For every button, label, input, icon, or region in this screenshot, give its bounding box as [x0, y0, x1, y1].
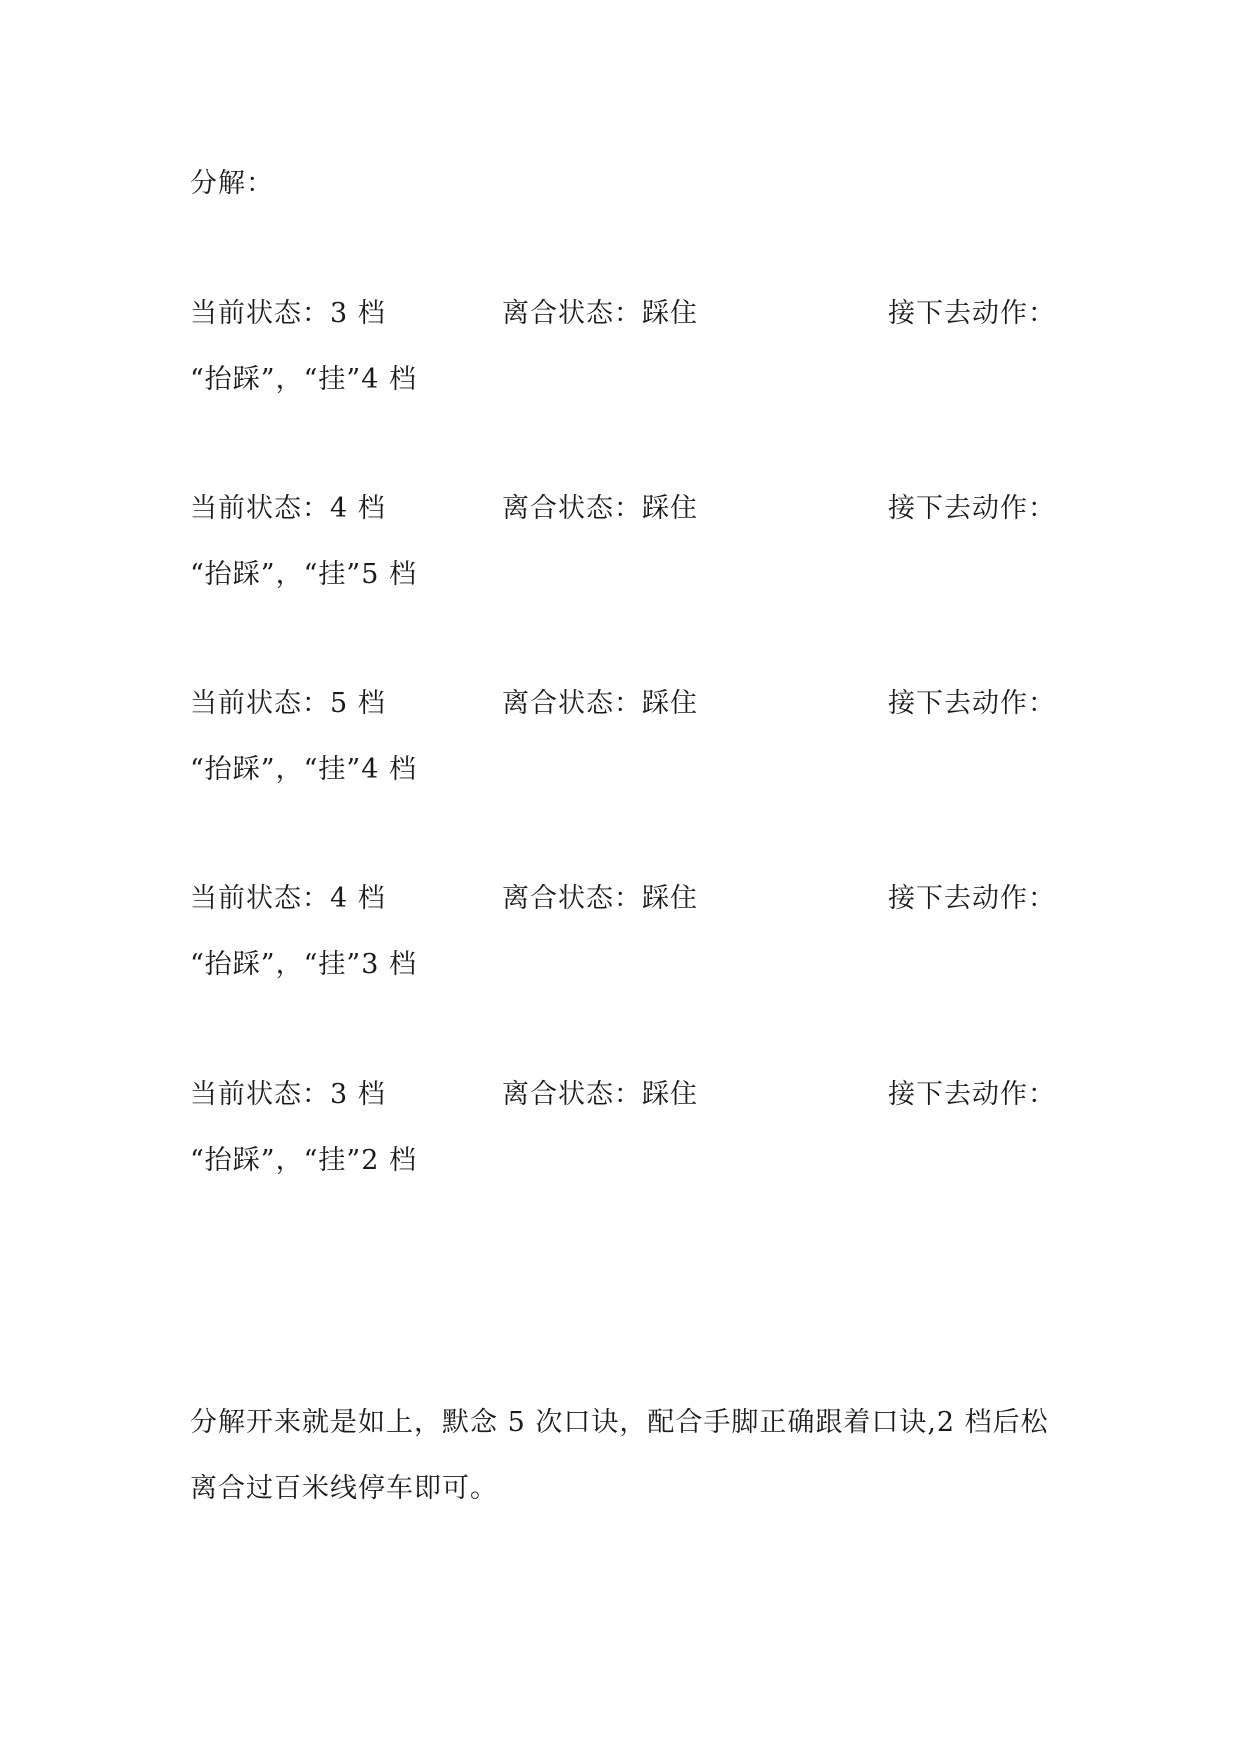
step-action: “抬踩”，“挂”2 档 [190, 1145, 417, 1176]
step-next-label: 接下去动作： [888, 1079, 1056, 1110]
step-clutch-state: 离合状态：踩住 [502, 493, 698, 524]
step-clutch-state: 离合状态：踩住 [502, 688, 698, 719]
step-action: “抬踩”，“挂”5 档 [190, 559, 417, 590]
step-current-state: 当前状态：3 档 [190, 298, 386, 329]
step-current-state: 当前状态：4 档 [190, 493, 386, 524]
summary-line-1: 分解开来就是如上，默念 5 次口诀，配合手脚正确跟着口诀,2 档后松 [190, 1407, 1049, 1438]
step-clutch-state: 离合状态：踩住 [502, 298, 698, 329]
section-heading: 分解： [190, 168, 274, 199]
step-next-label: 接下去动作： [888, 493, 1056, 524]
step-current-state: 当前状态：4 档 [190, 883, 386, 914]
step-next-label: 接下去动作： [888, 688, 1056, 719]
step-action: “抬踩”，“挂”4 档 [190, 754, 417, 785]
step-clutch-state: 离合状态：踩住 [502, 1079, 698, 1110]
step-next-label: 接下去动作： [888, 298, 1056, 329]
step-current-state: 当前状态：5 档 [190, 688, 386, 719]
step-clutch-state: 离合状态：踩住 [502, 883, 698, 914]
summary-line-2: 离合过百米线停车即可。 [190, 1473, 498, 1504]
step-action: “抬踩”，“挂”3 档 [190, 949, 417, 980]
step-next-label: 接下去动作： [888, 883, 1056, 914]
step-current-state: 当前状态：3 档 [190, 1079, 386, 1110]
step-action: “抬踩”，“挂”4 档 [190, 364, 417, 395]
